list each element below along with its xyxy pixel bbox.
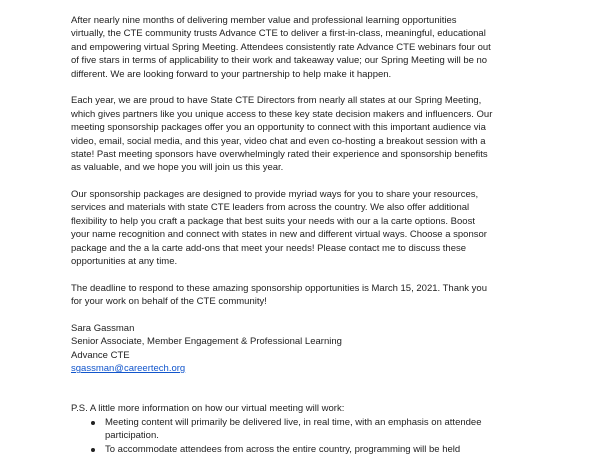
signature-organization: Advance CTE <box>71 349 130 361</box>
list-item <box>71 443 600 456</box>
signature-name: Sara Gassman <box>71 322 135 334</box>
bullet-icon <box>91 421 95 425</box>
paragraph-intro <box>71 14 600 81</box>
signature-title: Senior Associate, Member Engagement & Professional Learning <box>71 336 342 348</box>
text-line: which gives partners like you unique access to these key state decision makers and influencers. Our <box>71 108 493 120</box>
text-line: Each year, we are proud to have State CTE Directors from nearly all states at our Spring Meeting, <box>71 95 482 107</box>
paragraph-packages <box>71 188 600 268</box>
text-line: Meeting content will primarily be delivered live, in real time, with an emphasis on attendee <box>105 416 482 428</box>
paragraph-deadline <box>71 282 600 309</box>
text-line: meeting sponsorship packages offer you an opportunity to connect with this important audience via <box>71 122 486 134</box>
text-line: of five stars in terms of applicability to their work and takeaway value; our Spring Meeting will be no <box>71 55 488 67</box>
text-line: opportunities at any time. <box>71 256 178 268</box>
text-line: virtually, the CTE community trusts Advance CTE to deliver a first-in-class, meaningful, educational <box>71 28 486 40</box>
letter-body <box>71 14 600 456</box>
text-line: state! Past meeting sponsors have overwhelmingly rated their experience and sponsorship benefits <box>71 148 488 160</box>
text-line: as valuable, and we hope you will join us this year. <box>71 162 284 174</box>
list-item <box>71 416 600 443</box>
ps-intro: P.S. A little more information on how our virtual meeting will work: <box>71 403 345 415</box>
postscript <box>71 402 600 456</box>
text-line: different. We are looking forward to your partnership to help make it happen. <box>71 68 392 80</box>
text-line: video, email, social media, and this year, video chat and even co-hosting a breakout session with a <box>71 135 486 147</box>
text-line: After nearly nine months of delivering member value and professional learning opportunities <box>71 15 457 26</box>
signature-block <box>71 322 600 376</box>
paragraph-state-directors <box>71 94 600 174</box>
text-line: for your work on behalf of the CTE community! <box>71 296 267 308</box>
text-line: Our sponsorship packages are designed to provide myriad ways for you to share your resources, <box>71 189 479 201</box>
text-line: To accommodate attendees from across the entire country, programming will be held <box>105 443 461 455</box>
email-link[interactable]: sgassman@careertech.org <box>71 363 186 375</box>
text-line: your name recognition and connect with states in new and different virtual ways. Choose a sponsor <box>71 229 487 241</box>
text-line: services and materials with state CTE leaders from across the country. We also offer additional <box>71 202 470 214</box>
text-line: The deadline to respond to these amazing sponsorship opportunities is March 15, 2021. Thank you <box>71 282 487 294</box>
text-line: and empowering virtual Spring Meeting. Attendees consistently rate Advance CTE webinars four out <box>71 41 491 53</box>
text-line: flexibility to help you craft a package that best suits your needs with our a la carte options. Boost <box>71 215 475 227</box>
text-line: package and the a la carte add-ons that meet your needs! Please contact me to discuss these <box>71 242 467 254</box>
text-line: participation. <box>105 430 159 442</box>
